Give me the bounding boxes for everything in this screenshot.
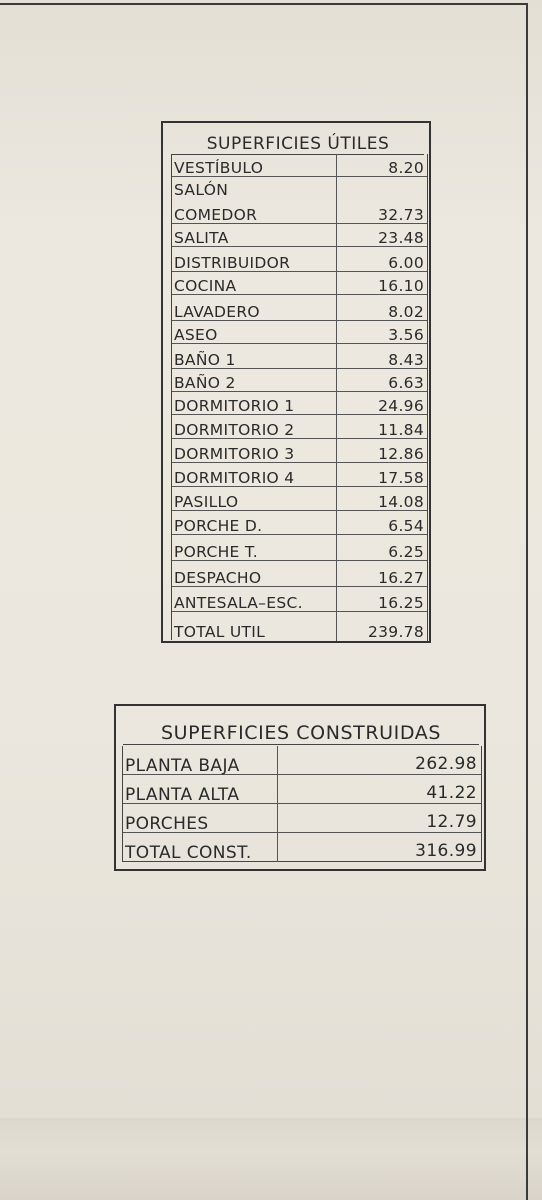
table-row (172, 272, 427, 295)
area-value: 6.00 (388, 254, 424, 272)
table-row (172, 321, 427, 344)
floor-label: PORCHES (125, 814, 209, 834)
area-value: 24.96 (378, 397, 424, 415)
table-row (172, 487, 427, 511)
floor-label: PLANTA ALTA (125, 785, 240, 805)
room-label: DISTRIBUIDOR (174, 254, 291, 272)
table-row (123, 775, 481, 804)
area-value: 16.10 (378, 277, 424, 295)
floor-label: TOTAL CONST. (125, 843, 252, 863)
room-label: BAÑO 1 (174, 351, 236, 369)
table-row (172, 463, 427, 487)
paper-fold (0, 1118, 542, 1200)
room-label: PORCHE D. (174, 517, 263, 535)
area-value: 17.58 (378, 469, 424, 487)
area-value: 32.73 (378, 206, 424, 224)
area-value: 8.20 (388, 159, 424, 177)
table-row (172, 177, 427, 198)
room-label: COCINA (174, 277, 237, 295)
table-row (172, 561, 427, 587)
table-row (172, 247, 427, 272)
table-row (123, 804, 481, 833)
area-value: 23.48 (378, 229, 424, 247)
room-label: SALITA (174, 229, 229, 247)
useful-area-table-title: SUPERFICIES ÚTILES (172, 130, 424, 155)
room-label: DORMITORIO 4 (174, 469, 295, 487)
table-row (172, 154, 427, 177)
table-row (172, 439, 427, 463)
area-value: 6.63 (388, 374, 424, 392)
table-row (172, 415, 427, 439)
total-row (123, 833, 481, 862)
table-row (172, 198, 427, 224)
room-label: DORMITORIO 1 (174, 397, 295, 415)
drawing-border-top (0, 3, 528, 5)
useful-area-table (171, 154, 427, 640)
area-value: 11.84 (378, 421, 424, 439)
table-row (172, 535, 427, 561)
area-value: 12.79 (426, 812, 477, 832)
area-value: 41.22 (426, 783, 477, 803)
room-label: ASEO (174, 326, 218, 344)
built-area-table (122, 746, 481, 862)
room-label: SALÓN (174, 181, 229, 199)
built-area-table-title: SUPERFICIES CONSTRUIDAS (123, 718, 479, 745)
total-row (172, 612, 427, 640)
area-value: 16.25 (378, 594, 424, 612)
room-label: DORMITORIO 3 (174, 445, 295, 463)
area-value: 12.86 (378, 445, 424, 463)
room-label: COMEDOR (174, 206, 258, 224)
table-row (172, 392, 427, 415)
area-value: 8.02 (388, 303, 424, 321)
value-cell (336, 177, 428, 199)
table-row (172, 511, 427, 535)
room-label: ANTESALA–ESC. (174, 594, 303, 612)
room-label: TOTAL UTIL (174, 623, 266, 641)
room-label: DORMITORIO 2 (174, 421, 295, 439)
area-value: 6.25 (388, 543, 424, 561)
room-label: BAÑO 2 (174, 374, 236, 392)
floor-label: PLANTA BAJA (125, 756, 240, 776)
drawing-border-right (526, 3, 528, 1200)
room-label: PASILLO (174, 493, 239, 511)
table-row (172, 224, 427, 247)
room-label: LAVADERO (174, 303, 260, 321)
area-value: 262.98 (415, 754, 477, 774)
room-label: DESPACHO (174, 569, 262, 587)
area-value: 3.56 (388, 326, 424, 344)
table-row (172, 369, 427, 392)
area-value: 8.43 (388, 351, 424, 369)
room-label: VESTÍBULO (174, 159, 264, 177)
area-value: 16.27 (378, 569, 424, 587)
table-row (172, 587, 427, 612)
table-row (172, 344, 427, 369)
room-label: PORCHE T. (174, 543, 258, 561)
table-row (172, 295, 427, 321)
area-value: 14.08 (378, 493, 424, 511)
table-row (123, 746, 481, 775)
area-value: 6.54 (388, 517, 424, 535)
area-value: 316.99 (415, 841, 477, 861)
area-value: 239.78 (367, 623, 424, 641)
